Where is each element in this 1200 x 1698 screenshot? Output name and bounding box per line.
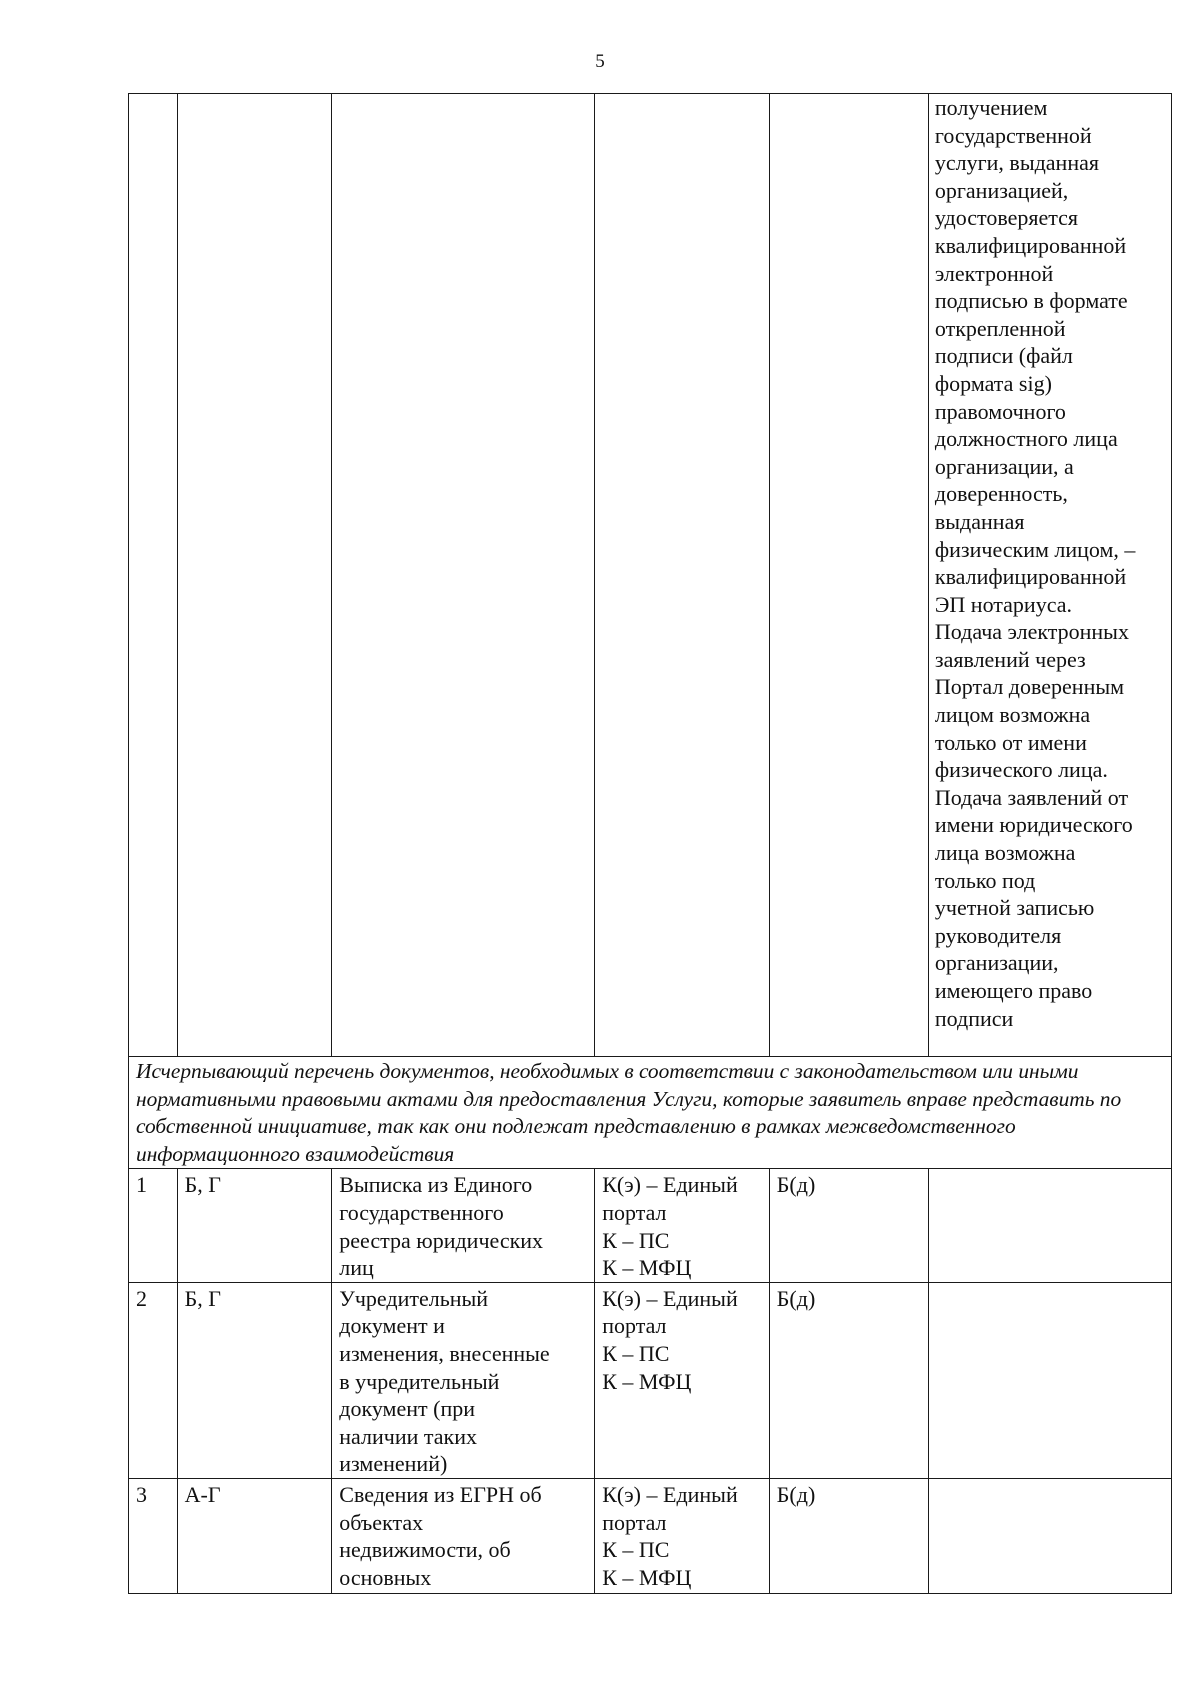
cell-requirements [928,1169,1171,1282]
cell-number: 3 [129,1478,178,1593]
table-row [129,1282,1172,1478]
cell-form: Б(д) [769,1169,928,1282]
cell-form [769,94,928,1057]
table-row [129,1478,1172,1593]
cell-submission [595,94,770,1057]
cell-number [129,94,178,1057]
cell-document: Выписка из Единого государственного реестра юридических лиц [332,1169,595,1282]
section-heading-row [129,1057,1172,1169]
cell-number: 1 [129,1169,178,1282]
cell-form: Б(д) [769,1282,928,1478]
cell-requirements [928,1282,1171,1478]
documents-table [128,93,1172,1594]
page-number: 5 [595,51,605,72]
cell-submission: К(э) – Единый портал К – ПС К – МФЦ [595,1169,770,1282]
cell-document: Учредительный документ и изменения, внесенные в учредительный документ (при наличии таких изменений) [332,1282,595,1478]
cell-document [332,94,595,1057]
table-row-continuation [129,94,1172,1057]
cell-categories: Б, Г [177,1282,332,1478]
cell-submission: К(э) – Единый портал К – ПС К – МФЦ [595,1282,770,1478]
cell-document: Сведения из ЕГРН об объектах недвижимости, об основных [332,1478,595,1593]
cell-categories: Б, Г [177,1169,332,1282]
cell-categories [177,94,332,1057]
cell-requirements [928,1478,1171,1593]
section-heading: Исчерпывающий перечень документов, необходимых в соответствии с законодательством или иными нормативными правовыми актами для предоставления Услуги, которые заявитель вправе представить по собственной инициативе, так как они подлежат представлению в рамках межведомственного информационного взаимодействия [129,1057,1172,1169]
cell-submission: К(э) – Единый портал К – ПС К – МФЦ [595,1478,770,1593]
cell-form: Б(д) [769,1478,928,1593]
cell-requirements: получением государственной услуги, выданная организацией, удостоверяется квалифицированной электронной подписью в формате открепленной подписи (файл формата sig) правомочного должностного лица организации, а доверенность, выданная физическим лицом, – квалифицированной ЭП нотариуса. Подача электронных заявлений через Портал доверенным лицом возможна только от имени физического лица. Подача заявлений от имени юридического лица возможна только под учетной записью руководителя организации, имеющего право подписи [928,94,1171,1057]
cell-number: 2 [129,1282,178,1478]
cell-categories: А-Г [177,1478,332,1593]
table-row [129,1169,1172,1282]
